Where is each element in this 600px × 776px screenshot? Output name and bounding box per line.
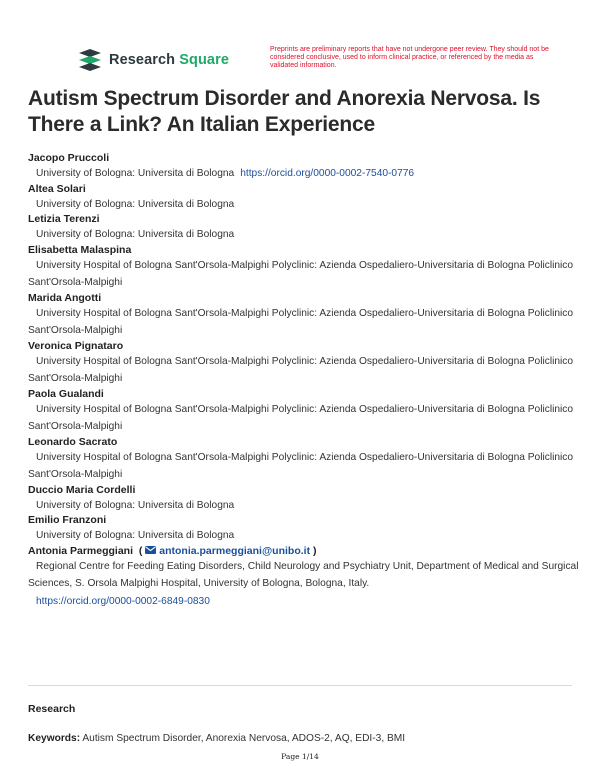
logo-wordmark <box>109 52 229 68</box>
author-entry <box>28 183 580 214</box>
logo-word-research: Research <box>109 52 176 68</box>
keywords-text: Autism Spectrum Disorder, Anorexia Nervosa, ADOS-2, AQ, EDI-3, BMI <box>82 733 406 744</box>
author-entry <box>28 292 580 340</box>
orcid-link[interactable]: https://orcid.org/0000-0002-6849-0830 <box>36 595 210 607</box>
author-entry <box>28 244 580 292</box>
author-entry <box>28 340 580 388</box>
author-entry <box>28 514 580 545</box>
section-divider <box>28 685 572 686</box>
author-name: Duccio Maria Cordelli <box>28 483 136 496</box>
author-affiliation: University Hospital of Bologna Sant'Orsola-Malpighi Polyclinic: Azienda Ospedaliero-Universitaria di Bologna Policlinico Sant'Orsola-Malpighi <box>28 259 574 288</box>
author-name: Leonardo Sacrato <box>28 435 118 448</box>
author-name: Emilio Franzoni <box>28 514 107 526</box>
orcid-link[interactable]: https://orcid.org/0000-0002-7540-0776 <box>240 168 415 179</box>
page-header <box>0 40 600 80</box>
author-affiliation: University Hospital of Bologna Sant'Orsola-Malpighi Polyclinic: Azienda Ospedaliero-Universitaria di Bologna Policlinico Sant'Orsola-Malpighi <box>28 355 574 384</box>
email-link[interactable] <box>145 545 310 557</box>
envelope-icon <box>145 546 156 554</box>
author-affiliation: Regional Centre for Feeding Eating Disorders, Child Neurology and Psychiatry Unit, Department of Medical and Surgical Sciences, S. Orsola Malpighi Hospital, University of Bologna, Bologna, Italy. <box>28 560 579 589</box>
preprint-notice: Preprints are preliminary reports that have not undergone peer review. They should not be considered conclusive, used to inform clinical practice, or referenced by the media as validated information. <box>270 46 549 69</box>
author-entry <box>28 152 580 183</box>
research-square-logo-icon <box>77 48 103 72</box>
author-affiliation <box>28 165 580 183</box>
author-name: Altea Solari <box>28 182 86 195</box>
article-type-label: Research <box>28 703 76 715</box>
author-affiliation: University Hospital of Bologna Sant'Orsola-Malpighi Polyclinic: Azienda Ospedaliero-Universitaria di Bologna Policlinico Sant'Orsola-Malpighi <box>28 403 574 432</box>
author-affiliation: University of Bologna: Universita di Bologna <box>36 530 235 541</box>
paper-title: Autism Spectrum Disorder and Anorexia Nervosa. Is There a Link? An Italian Experience <box>28 87 541 136</box>
author-name: Veronica Pignataro <box>28 339 124 352</box>
affiliation-text: University of Bologna: Universita di Bologna <box>36 168 235 179</box>
keywords-line <box>28 733 405 744</box>
author-entry <box>28 213 580 244</box>
author-entry <box>28 388 580 436</box>
author-name: Elisabetta Malaspina <box>28 243 132 256</box>
corresponding-name: Antonia Parmeggiani <box>28 544 134 557</box>
author-name: Jacopo Pruccoli <box>28 152 110 164</box>
author-affiliation: University Hospital of Bologna Sant'Orsola-Malpighi Polyclinic: Azienda Ospedaliero-Universitaria di Bologna Policlinico Sant'Orsola-Malpighi <box>28 307 574 336</box>
author-name: Antonia Parmeggiani ( antonia.parmeggiani@unibo.it ) <box>28 544 317 557</box>
author-name: Letizia Terenzi <box>28 213 100 225</box>
page-number: Page 1/14 <box>281 752 319 761</box>
keywords-label: Keywords: <box>28 733 81 744</box>
research-square-logo[interactable] <box>77 48 229 72</box>
author-entry <box>28 484 580 515</box>
author-name: Marida Angotti <box>28 291 102 304</box>
corresponding-author <box>28 545 580 610</box>
author-affiliation: University of Bologna: Universita di Bologna <box>36 198 235 210</box>
email-text: antonia.parmeggiani@unibo.it <box>159 544 311 557</box>
author-affiliation: University of Bologna: Universita di Bologna <box>36 499 235 511</box>
author-name: Paola Gualandi <box>28 387 104 400</box>
author-entry <box>28 436 580 484</box>
author-list <box>28 152 580 610</box>
author-affiliation: University of Bologna: Universita di Bologna <box>36 229 235 240</box>
author-affiliation: University Hospital of Bologna Sant'Orsola-Malpighi Polyclinic: Azienda Ospedaliero-Universitaria di Bologna Policlinico Sant'Orsola-Malpighi <box>28 451 574 480</box>
logo-word-square: Square <box>179 52 229 68</box>
